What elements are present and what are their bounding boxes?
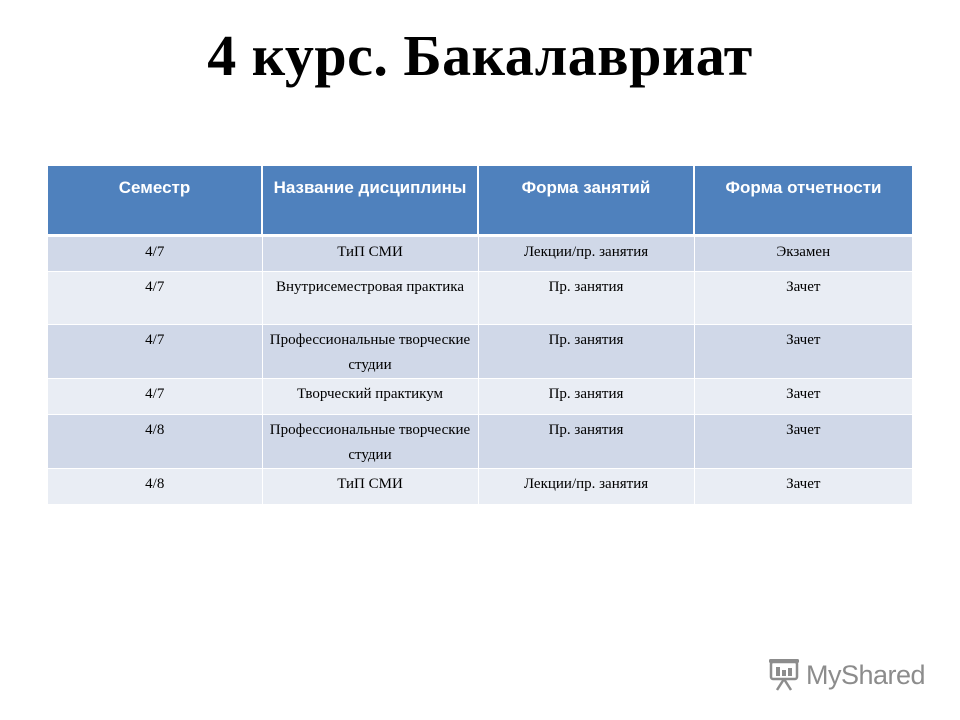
cell-semester: 4/7: [48, 235, 262, 271]
table-row: [48, 271, 912, 324]
header-assessment-form: Форма отчетности: [694, 166, 912, 235]
cell-semester: 4/7: [48, 378, 262, 414]
cell-assessment-form: Зачет: [694, 271, 912, 324]
table-row: [48, 378, 912, 414]
cell-class-form: Пр. занятия: [478, 271, 694, 324]
table-row: [48, 468, 912, 504]
cell-discipline: Профессиональные творческие студии: [262, 324, 478, 378]
table-row: [48, 324, 912, 378]
table-row: [48, 235, 912, 271]
cell-assessment-form: Зачет: [694, 378, 912, 414]
cell-semester: 4/7: [48, 271, 262, 324]
cell-assessment-form: Зачет: [694, 324, 912, 378]
header-discipline: Название дисциплины: [262, 166, 478, 235]
cell-discipline: Внутрисеместровая практика: [262, 271, 478, 324]
cell-discipline: ТиП СМИ: [262, 468, 478, 504]
cell-class-form: Пр. занятия: [478, 414, 694, 468]
cell-assessment-form: Зачет: [694, 414, 912, 468]
watermark-text: MyShared: [806, 659, 926, 690]
cell-discipline: ТиП СМИ: [262, 235, 478, 271]
cell-semester: 4/7: [48, 324, 262, 378]
cell-class-form: Пр. занятия: [478, 324, 694, 378]
cell-class-form: Лекции/пр. занятия: [478, 468, 694, 504]
schedule-table: [48, 166, 912, 505]
header-class-form: Форма занятий: [478, 166, 694, 235]
table-header-row: [48, 166, 912, 235]
cell-assessment-form: Зачет: [694, 468, 912, 504]
cell-assessment-form: Экзамен: [694, 235, 912, 271]
presentation-board-icon: [768, 658, 800, 692]
cell-semester: 4/8: [48, 414, 262, 468]
watermark-logo: [768, 655, 928, 695]
cell-discipline: Творческий практикум: [262, 378, 478, 414]
cell-discipline: Профессиональные творческие студии: [262, 414, 478, 468]
cell-class-form: Пр. занятия: [478, 378, 694, 414]
header-semester: Семестр: [48, 166, 262, 235]
slide-title: 4 курс. Бакалавриат: [207, 23, 753, 88]
cell-semester: 4/8: [48, 468, 262, 504]
table-row: [48, 414, 912, 468]
cell-class-form: Лекции/пр. занятия: [478, 235, 694, 271]
